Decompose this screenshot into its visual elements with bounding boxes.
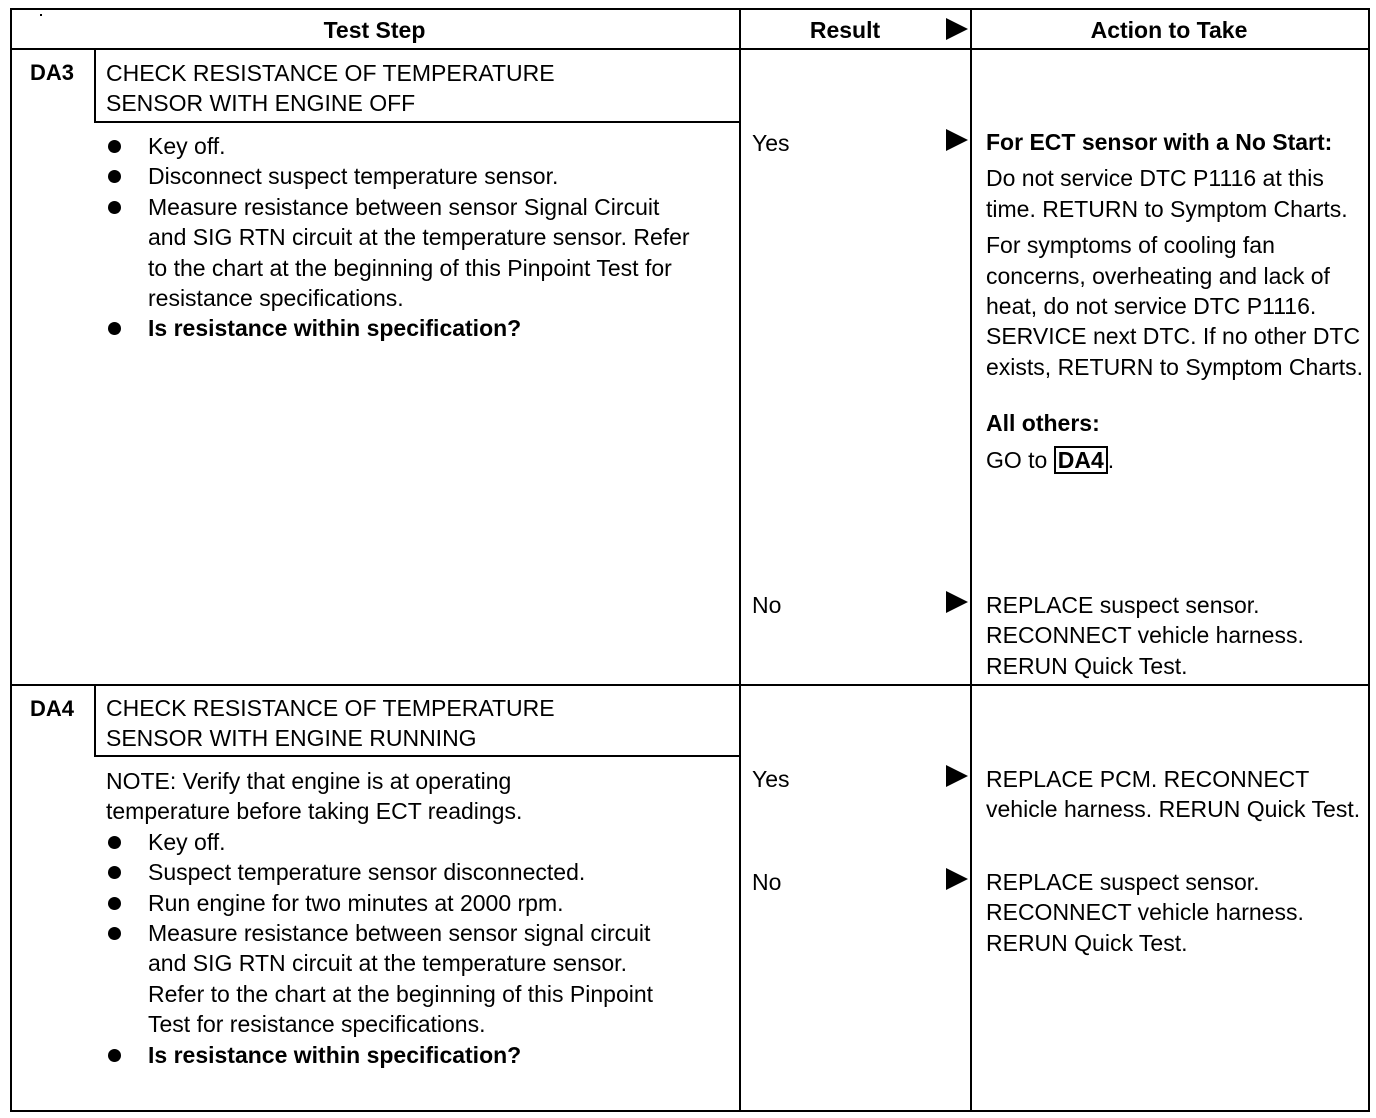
bullet-text: Key off. xyxy=(148,133,226,159)
bullet-item xyxy=(106,827,731,857)
bullet-icon xyxy=(108,1049,121,1062)
result-arrow-icon xyxy=(946,765,968,787)
result-yes-da4: Yes xyxy=(752,766,790,792)
step-body-da4 xyxy=(106,766,731,1070)
step-title-line: SENSOR WITH ENGINE RUNNING xyxy=(106,725,477,751)
action-yes-da4 xyxy=(986,764,1366,825)
bullet-text: Run engine for two minutes at 2000 rpm. xyxy=(148,889,564,916)
bullet-icon xyxy=(108,836,121,849)
id-divider-da4 xyxy=(94,684,96,756)
result-yes-da3: Yes xyxy=(752,130,790,156)
bullet-icon xyxy=(108,322,121,335)
action-line: REPLACE suspect sensor. xyxy=(986,869,1260,895)
step-title-da4 xyxy=(106,693,726,753)
result-arrow-icon xyxy=(946,868,968,890)
go-to-da4-link[interactable]: DA4 xyxy=(1054,446,1108,474)
title-underline-da3 xyxy=(94,121,740,123)
action-line: REPLACE suspect sensor. xyxy=(986,592,1260,618)
action-text: For symptoms of cooling fan concerns, overheating and lack of heat, do not service DTC P1116. SERVICE next DTC. If no other DTC exists, RETURN to Symptom Charts. xyxy=(986,232,1364,380)
bullet-text: Measure resistance between sensor signal circuit and SIG RTN circuit at the temperature sensor. Refer to the chart at the beginning of this Pinpoint Test for resistance specifications. xyxy=(148,920,654,1038)
bullet-question: Is resistance within specification? xyxy=(148,315,522,342)
header-action: Action to Take xyxy=(1090,17,1248,43)
bullet-item xyxy=(106,192,731,314)
bullet-text: Key off. xyxy=(148,828,226,855)
bullet-icon xyxy=(108,140,121,153)
bullet-icon xyxy=(108,897,121,910)
bullet-text: Suspect temperature sensor disconnected. xyxy=(148,859,586,886)
column-divider-action xyxy=(970,8,972,1110)
action-line: RECONNECT vehicle harness. xyxy=(986,622,1304,649)
step-id-da3: DA3 xyxy=(29,60,74,85)
row-divider xyxy=(10,684,1368,686)
bullet-icon xyxy=(108,170,121,183)
header-arrow-icon xyxy=(946,18,968,40)
bullet-item xyxy=(106,313,731,343)
step-note: NOTE: Verify that engine is at operating temperature before taking ECT readings. xyxy=(106,768,523,825)
action-text: REPLACE PCM. RECONNECT vehicle harness. RERUN Quick Test. xyxy=(986,766,1361,823)
result-arrow-icon xyxy=(946,129,968,151)
action-heading: For ECT sensor with a No Start: xyxy=(986,129,1333,155)
title-underline-da4 xyxy=(94,755,740,757)
bullet-text: Measure resistance between sensor Signal Circuit and SIG RTN circuit at the temperature sensor. Refer to the chart at the beginning of this Pinpoint Test for resistance specifications. xyxy=(148,193,690,312)
diagnostic-table xyxy=(10,8,1368,1110)
header-result: Result xyxy=(809,17,881,43)
header-divider xyxy=(10,48,1368,50)
step-body-da3 xyxy=(106,131,731,344)
bullet-item xyxy=(106,161,731,191)
result-no-da4: No xyxy=(752,869,782,895)
result-no-da3: No xyxy=(752,592,782,618)
action-text: Do not service DTC P1116 at this time. RETURN to Symptom Charts. xyxy=(986,165,1348,222)
action-yes-da3 xyxy=(986,127,1366,481)
result-arrow-icon xyxy=(946,591,968,613)
action-line: RERUN Quick Test. xyxy=(986,652,1188,679)
action-no-da4 xyxy=(986,867,1366,958)
go-to-line xyxy=(986,445,1366,475)
step-title-line: SENSOR WITH ENGINE OFF xyxy=(106,90,416,116)
step-title-line: CHECK RESISTANCE OF TEMPERATURE xyxy=(106,60,555,86)
bullet-icon xyxy=(108,201,121,214)
action-line: RERUN Quick Test. xyxy=(986,929,1188,956)
step-title-line: CHECK RESISTANCE OF TEMPERATURE xyxy=(106,695,555,721)
column-divider-result xyxy=(739,8,741,1110)
bullet-item xyxy=(106,857,731,887)
bullet-item xyxy=(106,918,731,1040)
action-heading: All others: xyxy=(986,410,1100,437)
go-to-period: . xyxy=(1107,446,1115,473)
go-to-label: GO to xyxy=(986,446,1048,473)
bullet-icon xyxy=(108,866,121,879)
action-line: RECONNECT vehicle harness. xyxy=(986,899,1304,926)
step-title-da3 xyxy=(106,58,726,118)
bullet-text: Disconnect suspect temperature sensor. xyxy=(148,163,559,190)
bullet-question: Is resistance within specification? xyxy=(148,1041,522,1068)
header-test-step: Test Step xyxy=(323,17,426,43)
bullet-item xyxy=(106,1040,731,1070)
action-no-da3 xyxy=(986,590,1366,681)
id-divider-da3 xyxy=(94,48,96,122)
bullet-icon xyxy=(108,927,121,940)
step-id-da4: DA4 xyxy=(29,696,74,721)
bullet-item xyxy=(106,888,731,918)
bullet-item xyxy=(106,131,731,161)
